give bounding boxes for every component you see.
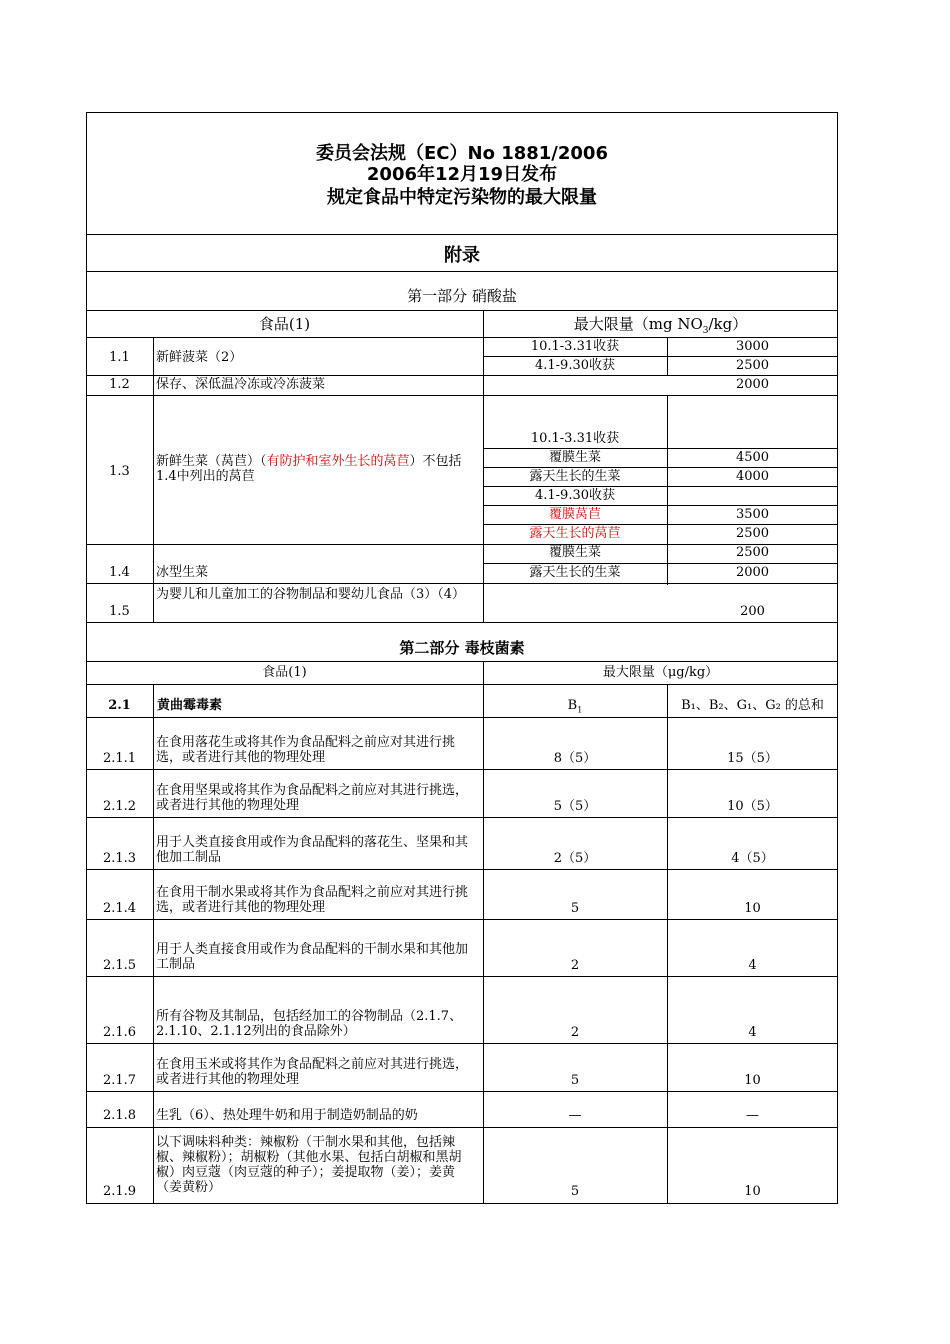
sum-value: 4 (748, 1025, 757, 1040)
divider (86, 271, 838, 272)
divider (86, 919, 838, 920)
limit-value: 4500 (735, 450, 770, 465)
sub-label: 4.1-9.30收获 (534, 358, 615, 373)
part1-heading: 第一部分 硝酸盐 (407, 287, 517, 305)
row-id: 2.1.6 (102, 1025, 137, 1040)
row-id: 2.1.8 (102, 1108, 137, 1123)
sub-label: 露天生长的莴苣 (529, 526, 621, 541)
col-b1: $B_1$ (567, 698, 583, 715)
row-id: 1.4 (109, 565, 130, 580)
annex-heading: 附录 (444, 245, 480, 266)
title-line-2: 2006年12月19日发布 (366, 164, 558, 185)
divider (86, 337, 838, 338)
food-name: 所有谷物及其制品，包括经加工的谷物制品（2.1.7、2.1.10、2.1.12列出的食品除外） (156, 1009, 463, 1039)
divider (483, 448, 838, 449)
sub-label: 10.1-3.31收获 (530, 431, 620, 446)
divider (86, 1127, 838, 1128)
divider (86, 583, 838, 584)
limit-value: 4000 (735, 469, 770, 484)
b1-value: 5 (570, 1184, 580, 1199)
col-line (153, 337, 154, 622)
divider (86, 1043, 838, 1044)
food-name: 冰型生菜 (156, 565, 209, 580)
b1-value: 5（5） (553, 799, 597, 814)
sub-label: 覆膜生菜 (548, 545, 601, 560)
divider (86, 1091, 838, 1092)
col-sum: B₁、B₂、G₁、G₂ 的总和 (681, 698, 824, 713)
sum-value: 15（5） (727, 751, 778, 766)
food-name: 新鲜生菜（莴苣）（有防护和室外生长的莴苣）不包括1.4中列出的莴苣 (156, 454, 462, 484)
b1-value: 5 (570, 1073, 580, 1088)
divider (483, 467, 838, 468)
divider (483, 356, 838, 357)
sum-value: 10 (744, 901, 761, 916)
divider (86, 817, 838, 818)
divider (86, 684, 838, 685)
row-id: 1.3 (109, 464, 130, 479)
sum-value: 10 (744, 1073, 761, 1088)
food-name: 以下调味料种类：辣椒粉（干制水果和其他，包括辣椒、辣椒粉）；胡椒粉（其他水果、包括白胡椒和黑胡椒）肉豆蔻（肉豆蔻的种子）；姜提取物（姜）；姜黄（姜黄粉） (156, 1135, 462, 1195)
divider (86, 976, 838, 977)
divider (86, 395, 838, 396)
b1-value: 2 (570, 1025, 580, 1040)
divider (86, 622, 838, 623)
sub-label: 覆膜莴苣 (548, 507, 601, 522)
divider (86, 661, 838, 662)
regulation-table (86, 112, 838, 1204)
row-id: 2.1.2 (102, 799, 137, 814)
col-line (153, 684, 154, 1204)
part1-col-food: 食品(1) (258, 315, 311, 333)
row-id: 2.1.9 (102, 1184, 137, 1199)
b1-value: — (568, 1108, 582, 1123)
sum-value: 4（5） (731, 851, 774, 866)
limit-value: 2500 (735, 358, 770, 373)
limit-value: 200 (740, 604, 765, 619)
food-name: 为婴儿和儿童加工的谷物制品和婴幼儿食品（3）（4） (156, 587, 466, 602)
divider (86, 234, 838, 235)
food-name: 在食用干制水果或将其作为食品配料之前应对其进行挑选，或者进行其他的物理处理 (156, 885, 469, 915)
limit-value: 3000 (735, 339, 770, 354)
title-line-1: 委员会法规（EC）No 1881/2006 (316, 143, 608, 164)
limit-value: 2500 (735, 526, 770, 541)
part2-heading: 第二部分 毒枝菌素 (399, 639, 525, 657)
row-id: 2.1.3 (102, 851, 137, 866)
part2-col-limit: 最大限量（μg/kg） (602, 665, 719, 680)
sum-value: — (746, 1108, 759, 1123)
food-name: 用于人类直接食用或作为食品配料的干制水果和其他加工制品 (156, 942, 469, 972)
divider (483, 563, 838, 564)
food-name: 生乳（6）、热处理牛奶和用于制造奶制品的奶 (156, 1108, 418, 1123)
divider (86, 375, 838, 376)
divider (483, 505, 838, 506)
row-id: 1.5 (109, 604, 130, 619)
divider (483, 524, 838, 525)
row-id: 1.2 (109, 377, 130, 392)
food-name: 在食用玉米或将其作为食品配料之前应对其进行挑选，或者进行其他的物理处理 (156, 1057, 469, 1087)
divider (86, 769, 838, 770)
divider (86, 310, 838, 311)
food-name: 在食用坚果或将其作为食品配料之前应对其进行挑选，或者进行其他的物理处理 (156, 783, 469, 813)
sum-value: 10（5） (727, 799, 778, 814)
title-line-3: 规定食品中特定污染物的最大限量 (327, 187, 597, 208)
sub-label: 10.1-3.31收获 (530, 339, 620, 354)
sum-value: 4 (748, 958, 757, 973)
food-name: 用于人类直接食用或作为食品配料的落花生、坚果和其他加工制品 (156, 835, 469, 865)
row-id: 2.1.4 (102, 901, 137, 916)
part2-col-food: 食品(1) (262, 665, 307, 680)
b1-value: 8（5） (553, 751, 597, 766)
food-name: 保存、深低温冷冻或冷冻菠菜 (156, 377, 326, 392)
b1-value: 5 (570, 901, 580, 916)
part1-col-limit: 最大限量（mg $NO_3/kg$） (573, 315, 748, 336)
limit-value: 2000 (735, 565, 770, 580)
sub-label: 露天生长的生菜 (529, 469, 621, 484)
row-id: 2.1.5 (102, 958, 137, 973)
divider (86, 869, 838, 870)
sub-label: 露天生长的生菜 (529, 565, 621, 580)
limit-value: 2000 (735, 377, 770, 392)
divider (483, 486, 838, 487)
limit-value: 2500 (735, 545, 770, 560)
row-id: 2.1.1 (102, 751, 137, 766)
sub-label: 覆膜生菜 (548, 450, 601, 465)
b1-value: 2 (570, 958, 580, 973)
food-name: 新鲜菠菜（2） (156, 350, 243, 365)
sum-value: 10 (744, 1184, 761, 1199)
food-name: 在食用落花生或将其作为食品配料之前应对其进行挑选，或者进行其他的物理处理 (156, 735, 456, 765)
group-id: 2.1 (108, 698, 131, 713)
row-id: 1.1 (109, 350, 130, 365)
limit-value: 3500 (735, 507, 770, 522)
divider (86, 717, 838, 718)
group-name: 黄曲霉毒素 (157, 698, 223, 713)
row-id: 2.1.7 (102, 1073, 137, 1088)
b1-value: 2（5） (553, 851, 597, 866)
sub-label: 4.1-9.30收获 (534, 488, 615, 503)
